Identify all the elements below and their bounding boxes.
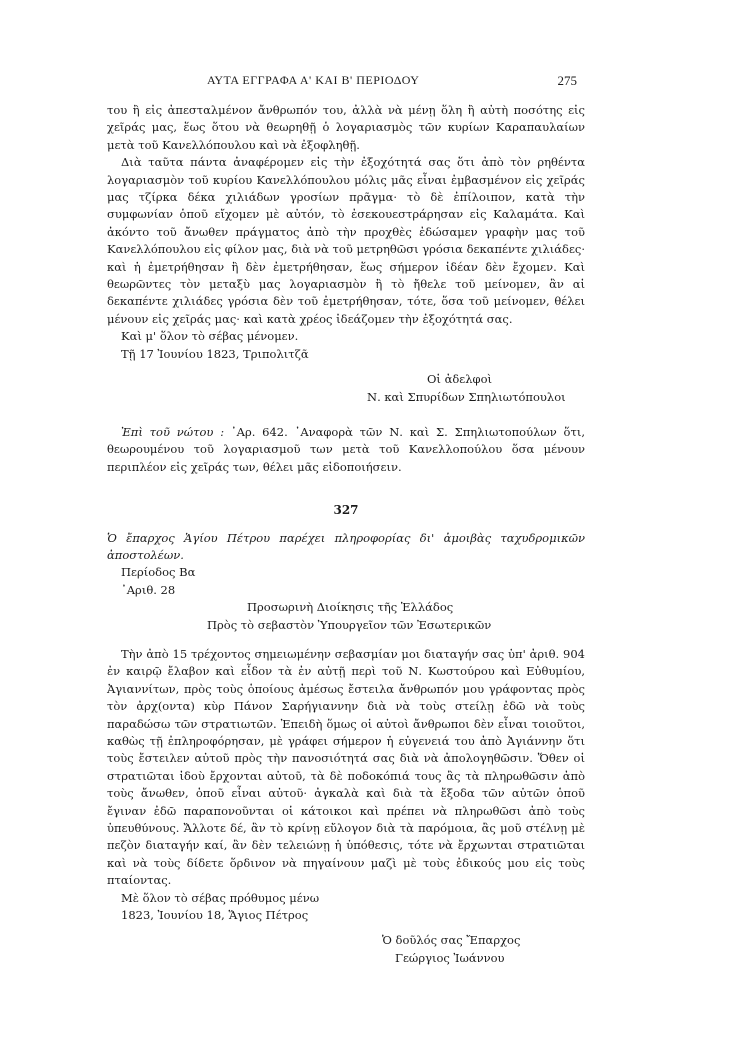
endorsement-lead: Ἐπὶ τοῦ νώτου : xyxy=(121,424,225,439)
document-body: Τὴν ἀπὸ 15 τρέχοντος σημειωμένην σεβασμίαν μοι διαταγήν σας ὑπ' ἀριθ. 904 ἐν καιρῷ ἔλαβον καὶ εἶδον τὰ ἐν αὐτῇ περὶ τοῦ Ν. Κωστούρου καὶ Εὐθυμίου, Ἀγιαννίτων, πρὸς τοὺς ὁποίους ἀμέσως ἔστειλα ἄνθρωπόν μου γράφοντας πρὸς τὸν ἀρχ(οντα) κὺρ Πάνον Σαρήγιαννην διὰ νὰ τοὺς στείλῃ ἐδῶ νὰ τοὺς παραδώσω τῶν στρατιωτῶν. Ἐπειδὴ ὅμως οἱ αὐτοὶ ἄνθρωποι δὲν εἶναι τοιοῦτοι, καθὼς τῇ ἐπληροφόρησαν, μὲ γράφει σήμερον ἡ εὐγενειά του ἀπὸ Ἀγιάννην ὅτι τοὺς ἔστειλεν αὐτοῦ πρὸς τὴν πανοσιότητά σας διὰ νὰ ἀπολογηθῶσιν. Ὅθεν οἱ στρατιῶται ἰδοὺ ἔρχονται αὐτοῦ, τὰ δὲ ποδοκόπιά τους ἂς τὰ πληρωθῶσιν ἀπὸ τοὺς ἄνωθεν, ὁποῦ εἶναι αὐτοῦ· ἀγκαλὰ καὶ διὰ τὰ ἔξοδα τῶν αὐτῶν ὁποῦ ἔγιναν ἐδῶ παραπονοῦνται οἱ κάτοικοι καὶ πρέπει νὰ πληρωθῶσι ἀπὸ τοὺς ὑπευθύνους. Ἄλλοτε δέ, ἂν τὸ κρίνῃ εὔλογον διὰ τὰ παρόμοια, ἂς μοῦ στέλνῃ μὲ πεζὸν διαταγήν καί, ἂν δὲν τελειώνῃ ἡ ὑπόθεσις, τότε νὰ ἔρχωνται στρατιῶται καὶ νὰ τοὺς δίδετε ὅρδινον νὰ πηγαίνουν μαζὶ μὲ τοὺς ἐδικούς μου εἰς τοὺς πταίοντας. xyxy=(107,646,585,888)
letter-signature-names: Ν. καὶ Σπυρίδων Σπηλιωτόπουλοι xyxy=(367,389,566,404)
document-closing: Μὲ ὅλον τὸ σέβας πρόθυμος μένω xyxy=(121,890,320,905)
letter-paragraph-continued: του ἢ εἰς ἀπεσταλμένον ἄνθρωπόν του, ἀλλὰ νὰ μένῃ ὅλη ἢ αὐτὴ ποσότης εἰς χεῖράς μας, ἕως ὅτου νὰ θεωρηθῇ ὁ λογαριασμὸς τῶν κυρίων Καραπαυλαίων μετὰ τοῦ Κανελλόπουλου καὶ νὰ ἐξοφληθῇ. xyxy=(107,103,585,152)
running-title: ΑΥΤΑ ΕΓΓΡΑΦΑ Α' ΚΑΙ Β' ΠΕΡΙΟΔΟΥ xyxy=(207,73,420,87)
document-summary: Ὁ ἔπαρχος Ἁγίου Πέτρου παρέχει πληροφορίας δι' ἀμοιβὰς ταχυδρομικῶν ἀποστολέων. xyxy=(107,530,585,562)
address-line-1: Προσωρινὴ Διοίκησις τῆς Ἑλλάδος xyxy=(247,600,454,615)
letter-paragraph: Διὰ ταῦτα πάντα ἀναφέρομεν εἰς τὴν ἐξοχότητά σας ὅτι ἀπὸ τὸν ρηθέντα λογαριασμὸν τοῦ κυρίου Κανελλόπουλου μόλις μᾶς εἶναι ἐμβασμένον εἰς χεῖράς μας τζίρκα δέκα χιλιάδων γροσίων πρᾶγμα· τὸ δὲ ἐπίλοιπον, κατὰ τὴν συμφωνίαν ὁποῦ εἴχομεν μὲ αὐτόν, τὸ ἐσεκουεστράρησαν εἰς Καλαμάτα. Καὶ ἀκόντο τοῦ ἄνωθεν πράγματος ἀπὸ τὴν προχθὲς ἐδώσαμεν γραφὴν μας τοῦ Κανελλόπουλου εἰς φίλον μας, διὰ νὰ τοῦ μετρηθῶσι γρόσια δεκαπέντε χιλιάδες· καὶ ἡ ἐμετρήθησαν ἢ δὲν ἐμετρήθησαν, ἕως σήμερον ἰδέαν δὲν ἔχομεν. Καὶ θεωρῶντες τὸν μεταξὺ μας λογαριασμὸν ἢ τὸ ἤθελε τοῦ μείνομεν, ἂν αἱ δεκαπέντε χιλιάδες γρόσια δὲν τοῦ ἐμετρήθησαν, τότε, ὅσα τοῦ μείνομεν, θέλει μένουν εἰς χεῖράς μας· καὶ κατὰ χρέος ἰδεάζομεν τὴν ἐξοχότητά σας. xyxy=(107,155,585,326)
address-line-2: Πρὸς τὸ σεβαστὸν Ὑπουργεῖον τῶν Ἐσωτερικῶν xyxy=(207,617,492,632)
endorsement-note xyxy=(107,424,585,476)
document-date: 1823, Ἰουνίου 18, Ἅγιος Πέτρος xyxy=(121,908,309,923)
document-signature-name: Γεώργιος Ἰωάννου xyxy=(395,950,505,965)
document-signature-title: Ὁ δοῦλός σας Ἔπαρχος xyxy=(382,933,521,948)
endorsement-text: ᾿Αρ. 642. ᾿Αναφορὰ τῶν Ν. καὶ Σ. Σπηλιωτοπούλων ὅτι, θεωρουμένου τοῦ λογαριασμοῦ των μετὰ τοῦ Κανελλοπούλου ὅσα μένουν περιπλέον εἰς χεῖράς των, θέλει μᾶς εἰδοποιήσειν. xyxy=(107,424,586,474)
page-number: 275 xyxy=(557,73,577,88)
document-period: Περίοδος Βα xyxy=(121,565,196,580)
letter-date: Τῇ 17 Ἰουνίου 1823, Τριπολιτζᾶ xyxy=(121,346,309,361)
document-number: 327 xyxy=(333,503,359,518)
document-page xyxy=(107,72,585,967)
letter-signature-label: Οἱ ἀδελφοὶ xyxy=(427,372,493,387)
page-header xyxy=(107,72,585,94)
document-number-ref: ᾿Αριθ. 28 xyxy=(121,582,176,597)
letter-closing: Καὶ μ' ὅλον τὸ σέβας μένομεν. xyxy=(121,329,299,344)
